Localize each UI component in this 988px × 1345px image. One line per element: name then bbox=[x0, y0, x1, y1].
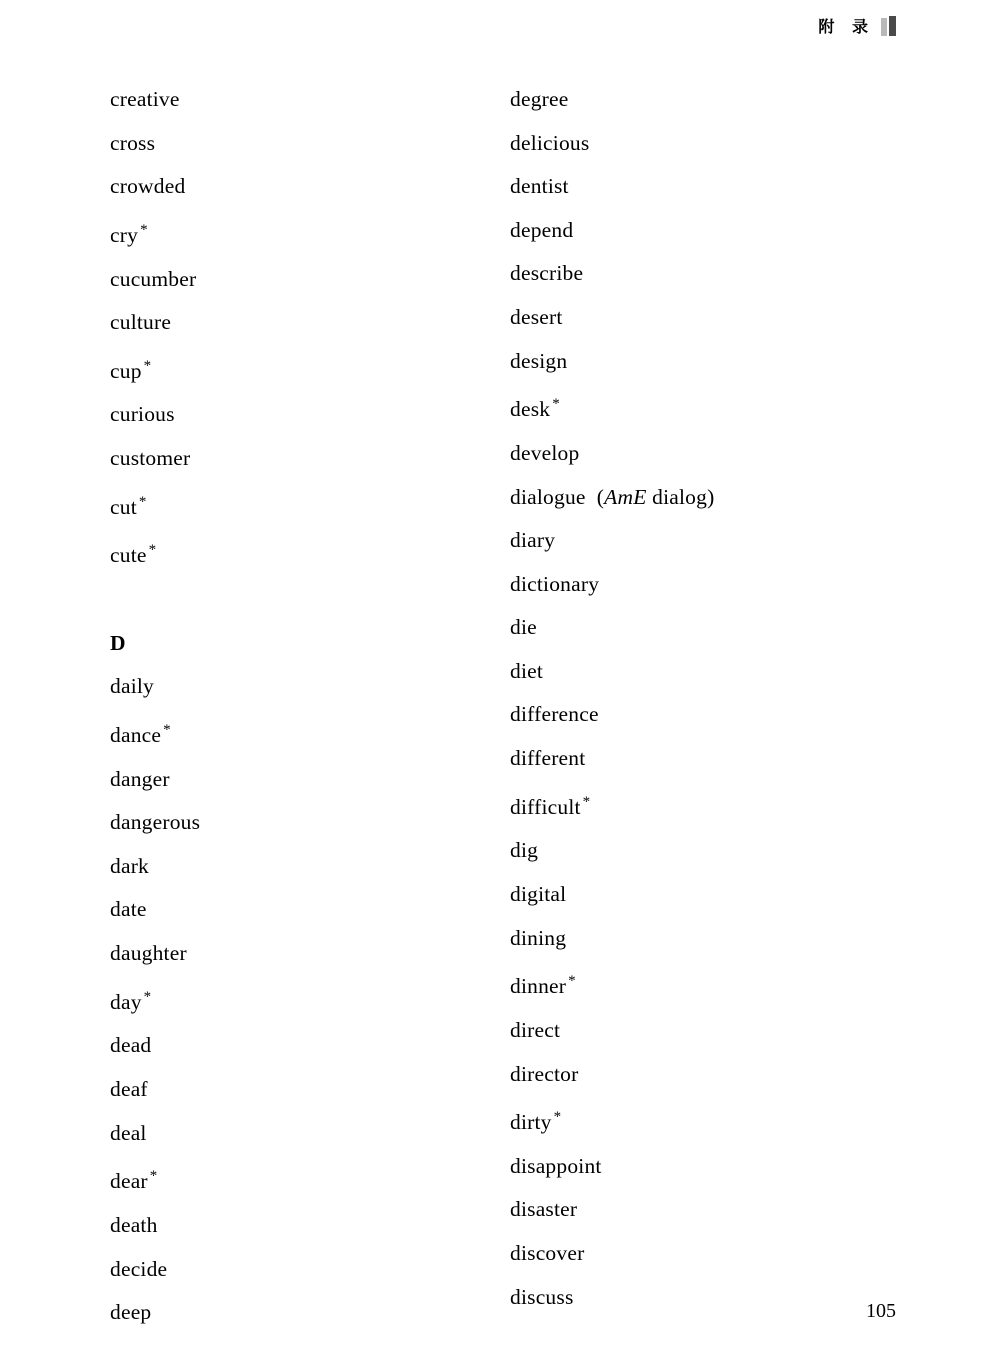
word-text: dictionary bbox=[510, 571, 600, 596]
word-text: deal bbox=[110, 1120, 147, 1145]
word-entry bbox=[110, 665, 510, 709]
word-entry bbox=[510, 296, 910, 340]
word-entry bbox=[510, 1232, 910, 1276]
right-column bbox=[510, 78, 910, 1335]
word-entry bbox=[510, 737, 910, 781]
word-entry bbox=[510, 1276, 910, 1320]
word-entry bbox=[510, 1009, 910, 1053]
word-entry bbox=[510, 1145, 910, 1189]
word-entry bbox=[510, 340, 910, 384]
word-entry bbox=[110, 1068, 510, 1112]
word-text: describe bbox=[510, 261, 584, 286]
word-text: dirty bbox=[510, 1110, 552, 1135]
word-text: cross bbox=[110, 130, 156, 155]
word-text: dead bbox=[110, 1033, 152, 1058]
word-text: degree bbox=[510, 87, 569, 111]
word-entry bbox=[510, 383, 910, 432]
word-text: dear bbox=[110, 1169, 148, 1194]
word-text: depend bbox=[510, 217, 574, 242]
word-text: discover bbox=[510, 1241, 585, 1266]
asterisk-icon: * bbox=[149, 1168, 158, 1185]
word-entry bbox=[110, 888, 510, 932]
word-text: dentist bbox=[510, 174, 569, 199]
word-text: cup bbox=[110, 358, 142, 383]
word-entry bbox=[110, 1204, 510, 1248]
word-entry bbox=[110, 301, 510, 345]
word-text: death bbox=[110, 1212, 158, 1237]
word-entry bbox=[510, 432, 910, 476]
word-text: design bbox=[510, 348, 568, 373]
word-entry bbox=[510, 873, 910, 917]
word-entry bbox=[510, 606, 910, 650]
word-text: desert bbox=[510, 304, 563, 329]
word-entry bbox=[110, 258, 510, 302]
word-text: delicious bbox=[510, 130, 590, 155]
word-entry bbox=[510, 476, 910, 520]
word-text: develop bbox=[510, 440, 580, 465]
word-text: culture bbox=[110, 310, 172, 335]
word-entry bbox=[510, 1096, 910, 1145]
word-text: daughter bbox=[110, 941, 187, 966]
word-text: disaster bbox=[510, 1197, 578, 1222]
word-text: deep bbox=[110, 1300, 152, 1325]
word-text: different bbox=[510, 746, 586, 771]
word-entry bbox=[510, 519, 910, 563]
word-text: curious bbox=[110, 402, 175, 427]
word-text: disappoint bbox=[510, 1153, 602, 1178]
word-entry bbox=[510, 960, 910, 1009]
word-entry bbox=[110, 122, 510, 166]
word-text: day bbox=[110, 989, 142, 1014]
word-list-columns bbox=[110, 78, 910, 1335]
word-entry bbox=[510, 1188, 910, 1232]
word-text: desk bbox=[510, 397, 551, 422]
word-text: director bbox=[510, 1061, 579, 1086]
word-entry bbox=[510, 78, 910, 122]
word-text: customer bbox=[110, 446, 191, 471]
word-text: dark bbox=[110, 853, 150, 878]
word-entry bbox=[510, 693, 910, 737]
word-text: difference bbox=[510, 702, 599, 727]
asterisk-icon: * bbox=[163, 721, 171, 738]
word-text: direct bbox=[510, 1017, 561, 1042]
word-entry bbox=[110, 345, 510, 394]
word-text: creative bbox=[110, 87, 180, 111]
word-text: decide bbox=[110, 1256, 168, 1281]
word-text: difficult bbox=[510, 794, 581, 819]
word-entry bbox=[510, 165, 910, 209]
word-text: dinner bbox=[510, 974, 567, 999]
word-text: die bbox=[510, 615, 537, 640]
word-text: diet bbox=[510, 658, 544, 683]
asterisk-icon: * bbox=[140, 221, 148, 238]
word-entry bbox=[110, 209, 510, 258]
page-number: 105 bbox=[866, 1300, 896, 1322]
word-text: diary bbox=[510, 528, 556, 553]
variant-note: (AmE dialog) bbox=[585, 484, 715, 509]
asterisk-icon: * bbox=[553, 1109, 562, 1126]
word-entry bbox=[110, 1155, 510, 1204]
word-entry bbox=[510, 781, 910, 830]
variant-word: dialog bbox=[652, 484, 708, 509]
word-text: date bbox=[110, 897, 147, 922]
word-entry bbox=[510, 650, 910, 694]
left-column bbox=[110, 78, 510, 1335]
word-entry bbox=[110, 393, 510, 437]
asterisk-icon: * bbox=[148, 542, 157, 559]
word-entry bbox=[510, 252, 910, 296]
asterisk-icon: * bbox=[568, 973, 576, 990]
word-entry bbox=[110, 437, 510, 481]
word-text: dig bbox=[510, 838, 539, 863]
word-entry bbox=[510, 917, 910, 961]
word-entry bbox=[510, 209, 910, 253]
asterisk-icon: * bbox=[582, 793, 591, 810]
word-text: discuss bbox=[510, 1284, 574, 1309]
word-entry bbox=[510, 122, 910, 166]
word-text: digital bbox=[510, 882, 567, 906]
word-entry bbox=[510, 1053, 910, 1097]
word-entry bbox=[110, 709, 510, 758]
asterisk-icon: * bbox=[143, 357, 152, 374]
word-entry bbox=[110, 801, 510, 845]
word-entry bbox=[510, 829, 910, 873]
word-entry bbox=[110, 481, 510, 530]
appendix-label: 附 录 bbox=[818, 17, 874, 36]
word-entry bbox=[110, 1112, 510, 1156]
word-text: deaf bbox=[110, 1077, 148, 1101]
word-text: dialogue bbox=[510, 484, 586, 509]
word-entry bbox=[110, 78, 510, 122]
word-text: danger bbox=[110, 766, 170, 791]
word-entry bbox=[110, 1024, 510, 1068]
word-text: dining bbox=[510, 925, 567, 950]
word-text: crowded bbox=[110, 174, 186, 199]
word-text: cut bbox=[110, 494, 137, 519]
word-entry bbox=[110, 1248, 510, 1292]
bookmark-bars-icon bbox=[881, 16, 896, 36]
word-text: daily bbox=[110, 674, 154, 699]
word-entry bbox=[110, 165, 510, 209]
word-entry bbox=[110, 758, 510, 802]
column-spacer bbox=[110, 578, 510, 622]
asterisk-icon: * bbox=[138, 493, 147, 510]
asterisk-icon: * bbox=[552, 396, 560, 413]
word-text: cucumber bbox=[110, 266, 197, 291]
word-entry bbox=[110, 845, 510, 889]
word-text: dangerous bbox=[110, 810, 201, 835]
word-text: dance bbox=[110, 723, 162, 748]
word-entry bbox=[110, 529, 510, 578]
word-entry bbox=[510, 563, 910, 607]
asterisk-icon: * bbox=[143, 988, 152, 1005]
word-entry bbox=[110, 1291, 510, 1335]
variant-label: AmE bbox=[604, 484, 647, 509]
word-entry bbox=[110, 932, 510, 976]
letter-heading: D bbox=[110, 630, 126, 655]
word-text: cry bbox=[110, 222, 139, 247]
word-entry bbox=[110, 976, 510, 1025]
word-text: cute bbox=[110, 543, 147, 568]
page-header bbox=[818, 14, 896, 37]
